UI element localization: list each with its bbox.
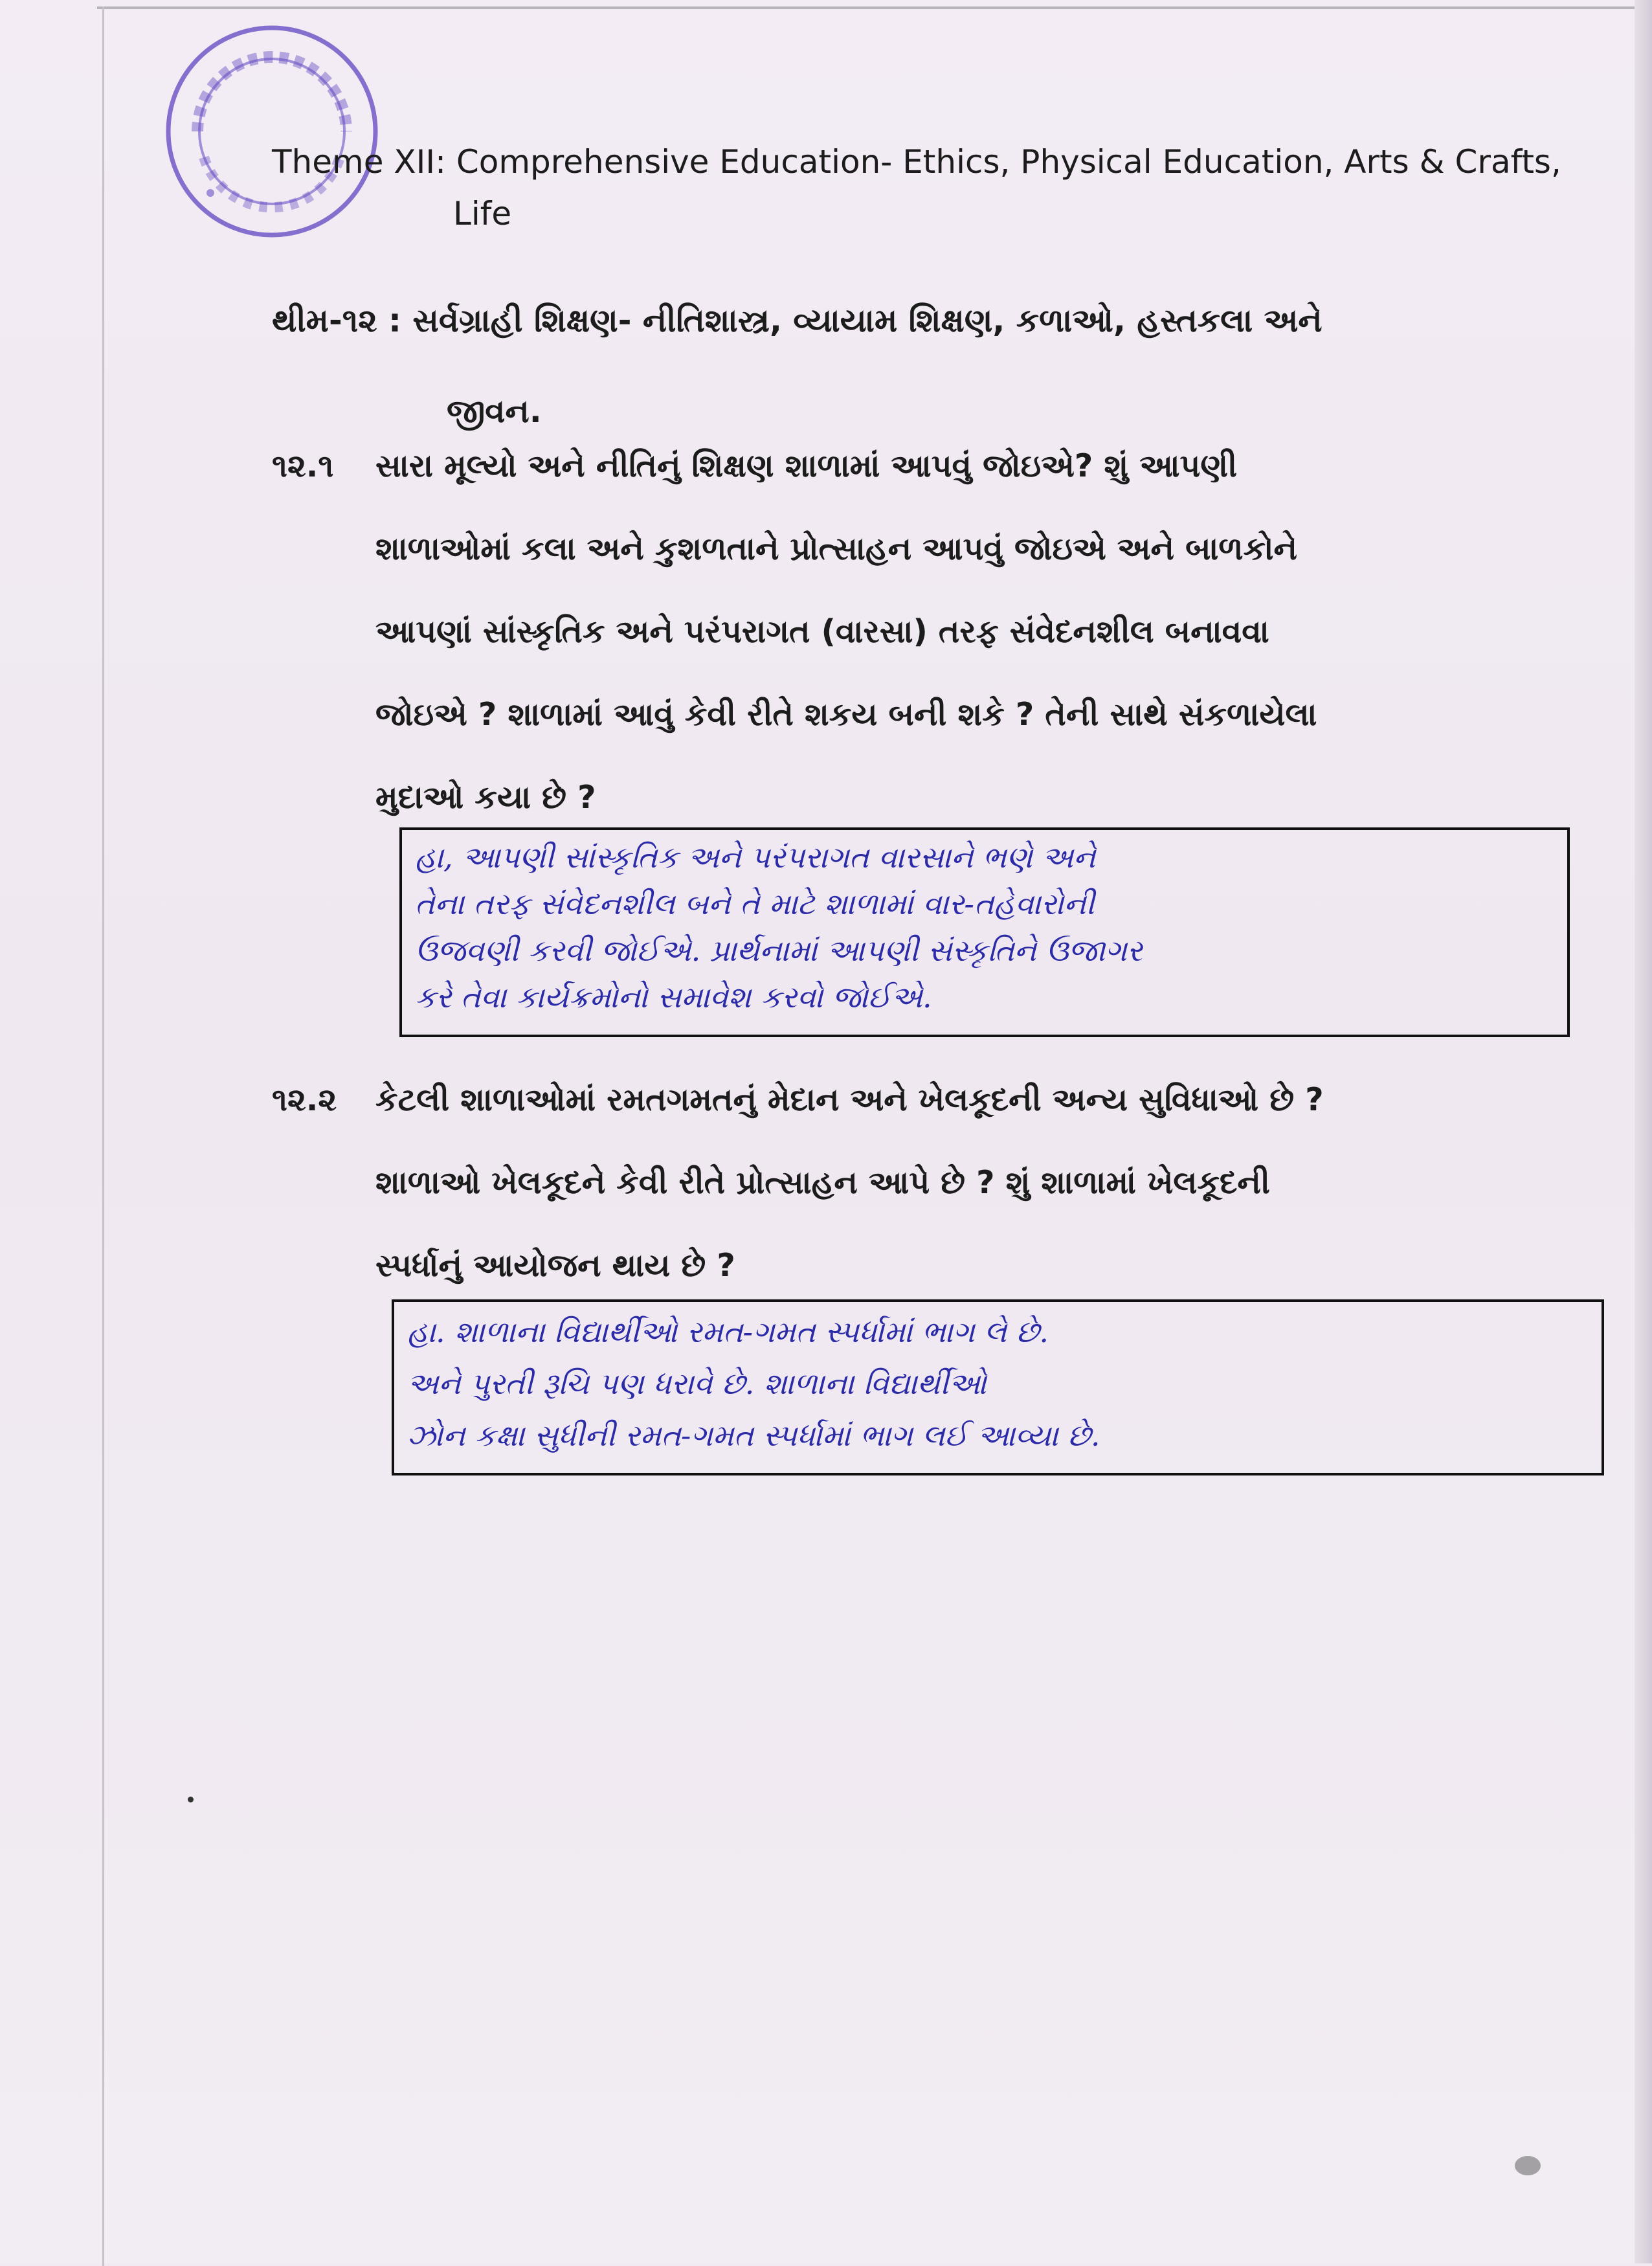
question-number: ૧૨.૨ xyxy=(272,1081,337,1118)
theme-english-line1: Theme XII: Comprehensive Education- Ethics, Physical Education, Arts & Crafts, xyxy=(272,143,1561,181)
answer-line: અને પુરતી રૂચિ પણ ધરાવે છે. શાળાના વિદ્યાર્થીઓ xyxy=(407,1366,987,1401)
ink-speck xyxy=(1515,2156,1541,2175)
handwritten-answer xyxy=(415,834,1554,1020)
answer-line: તેના તરફ સંવેદનશીલ બને તે માટે શાળામાં વાર-તહેવારોની xyxy=(415,886,1095,921)
answer-line: હા. શાળાના વિદ્યાર્થીઓ રમત-ગમત સ્પર્ધામાં ભાગ લે છે. xyxy=(407,1314,1049,1349)
question-number: ૧૨.૧ xyxy=(272,447,334,484)
theme-english-line2: Life xyxy=(453,195,512,232)
theme-gujarati-line1: થીમ-૧૨ : સર્વગ્રાહી શિક્ષણ- નીતિશાસ્ત્ર, વ્યાયામ શિક્ષણ, કળાઓ, હસ્તકલા અને xyxy=(272,302,1323,339)
answer-box-12-1 xyxy=(399,827,1570,1037)
question-text: શાળાઓમાં કલા અને કુશળતાને પ્રોત્સાહન આપવું જોઇએ અને બાળકોને xyxy=(375,530,1297,567)
theme-gujarati-line2: જીવન. xyxy=(447,392,542,430)
question-12-1 xyxy=(272,425,1541,839)
question-12-2-first-line xyxy=(272,1059,1541,1141)
answer-line: ઉજવણી કરવી જોઈએ. પ્રાર્થનામાં આપણી સંસ્કૃતિને ઉજાગર xyxy=(415,933,1143,968)
answer-line: ઝોન કક્ષા સુધીની રમત-ગમત સ્પર્ધામાં ભાગ લઈ આવ્યા છે. xyxy=(407,1418,1100,1453)
answer-line: હા, આપણી સાંસ્કૃતિક અને પરંપરાગત વારસાને ભણે અને xyxy=(415,840,1096,875)
answer-box-12-2 xyxy=(392,1299,1604,1475)
question-text: સ્પર્ધાનું આયોજન થાય છે ? xyxy=(375,1247,735,1284)
handwritten-answer xyxy=(407,1306,1589,1461)
question-text: જોઇએ ? શાળામાં આવું કેવી રીતે શકય બની શકે ? તેની સાથે સંકળાયેલા xyxy=(375,696,1317,733)
question-text: આપણાં સાંસ્કૃતિક અને પરંપરાગત (વારસા) તરફ સંવેદનશીલ બનાવવા xyxy=(375,613,1269,650)
page-top-edge xyxy=(97,6,1651,9)
ink-speck xyxy=(188,1797,194,1802)
page-left-edge xyxy=(102,6,104,2266)
answer-line: કરે તેવા કાર્યક્રમોનો સમાવેશ કરવો જોઈએ. xyxy=(415,980,932,1015)
question-text: સારા મૂલ્યો અને નીતિનું શિક્ષણ શાળામાં આપવું જોઇએ? શું આપણી xyxy=(375,447,1238,484)
question-12-1-first-line xyxy=(272,425,1541,508)
theme-heading-english xyxy=(272,136,1567,240)
question-text: મુદાઓ કયા છે ? xyxy=(375,779,596,816)
question-text: શાળાઓ ખેલકૂદને કેવી રીતે પ્રોત્સાહન આપે છે ? શું શાળામાં ખેલકૂદની xyxy=(375,1164,1270,1201)
question-text: કેટલી શાળાઓમાં રમતગમતનું મેદાન અને ખેલકૂદની અન્ય સુવિધાઓ છે ? xyxy=(375,1081,1324,1118)
question-12-2 xyxy=(272,1059,1541,1307)
page-right-edge xyxy=(1635,0,1652,2263)
